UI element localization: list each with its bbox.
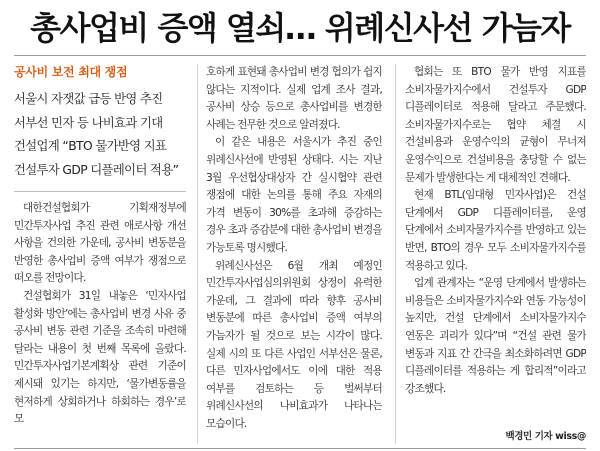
paragraph-continued: 호하게 표현돼 총사업비 변경 협의가 쉽지 않다는 지적이다. 실제 업계 조사 결과, 공사비 상승 등으로 총사업비를 변경한 사례는 전무한 것으로 알려졌다. [206,66,382,131]
paragraph: 협회는 또 BTO 물가 반영 지표를 소비자물가지수에서 건설투자 GDP 디플레이터로 적용해 달라고 주문했다. 소비자물가지수로는 협약 체결 시 건설비용과 운영수익의 균형이 무너져 운영수익으로 건설비용을 충당할 수 없는 문제가 발생한다는 게 대체적인 견해다. [405,66,586,184]
paragraph: 대한건설협회가 기획재정부에 민간투자사업 추진 관련 애로사항 개선 사항을 건의한 가운데, 공사비 변동분을 반영한 총사업비 증액 여부가 쟁점으로 떠오를 전망이다. [14,202,186,285]
bottom-rule [14,448,586,449]
column-1 [14,64,186,444]
subheading: 건설업계 “BTO 물가반영 지표 [14,139,167,153]
headline-rule [14,55,586,56]
paragraph: 건설협회가 31일 내놓은 ‘민자사업 활성화 방안’에는 총사업비 변경 사유 중 공사비 변동 관련 기준을 조속히 마련해 달라는 내용이 첫 번째 목록에 올랐다. 민간투자사업기본계획상 관련 기준이 제시돼 있기는 하지만, ‘물가변동률을 현저하게 상회하거나 하회하는 경우’로 모 [14,289,186,426]
column-3 [405,64,586,444]
subheading: 서울시 자잿값 급등 반영 추진 [14,92,163,106]
paragraph: 업계 관계자는 “운영 단계에서 발생하는 비용들은 소비자물가지수와 연동 가능성이 높지만, 건설 단계에서 소비자물가지수 연동은 괴리가 있다”며 “건설 관련 물가 변동과 지표 간 간극을 최소화하려면 GDP 디플레이터를 적용하는 게 합리적”이라고 강조했다. [405,277,586,395]
kicker: 공사비 보전 최대 쟁점 [14,65,128,79]
subheading: 서부선 민자 등 나비효과 기대 [14,115,163,130]
byline: 백경민 기자 wiss@ [505,431,586,442]
column-2 [206,64,382,444]
paragraph: 위례신사선은 6월 개최 예정인 민간투자사업심의위원회 상정이 유력한 가운데, 그 결과에 따라 향후 공사비 변동분에 따른 총사업비 증액 여부의 가늠자가 될 것으로 보는 시각이 많다. 실제 시의 또 다른 사업인 서부선은 물론, 다른 민자사업에서도 이에 대한 적용 여부를 검토하는 등 벌써부터 위례신사선의 나비효과가 나타나는 모습이다. [206,259,382,430]
paragraph: 이 같은 내용은 서울시가 추진 중인 위례신사선에 반영된 상태다. 시는 지난 3월 우선협상대상자 간 실시협약 관련 쟁점에 대한 논의를 통해 주요 자재의 가격 변동이 30%를 초과해 증감하는 경우 초과 증감분에 대한 총사업비 변경을 가능토록 명시했다. [206,136,382,254]
body-text [14,200,186,429]
body-text [206,64,382,433]
subheadings [14,88,186,192]
column-divider [395,64,396,444]
subheading: 건설투자 GDP 디플레이터 적용” [14,162,179,177]
paragraph: 현재 BTL(임대형 민자사업)은 건설 단계에서 GDP 디플레이터를, 운영 단계에서 소비자물가지수를 반영하고 있는 반면, BTO의 경우 모두 소비자물가지수를 적용하고 있다. [405,189,586,272]
body-text [405,64,586,398]
column-divider [197,64,198,444]
headline: 총사업비 증액 열쇠… 위례신사선 가늠자 [30,9,570,47]
